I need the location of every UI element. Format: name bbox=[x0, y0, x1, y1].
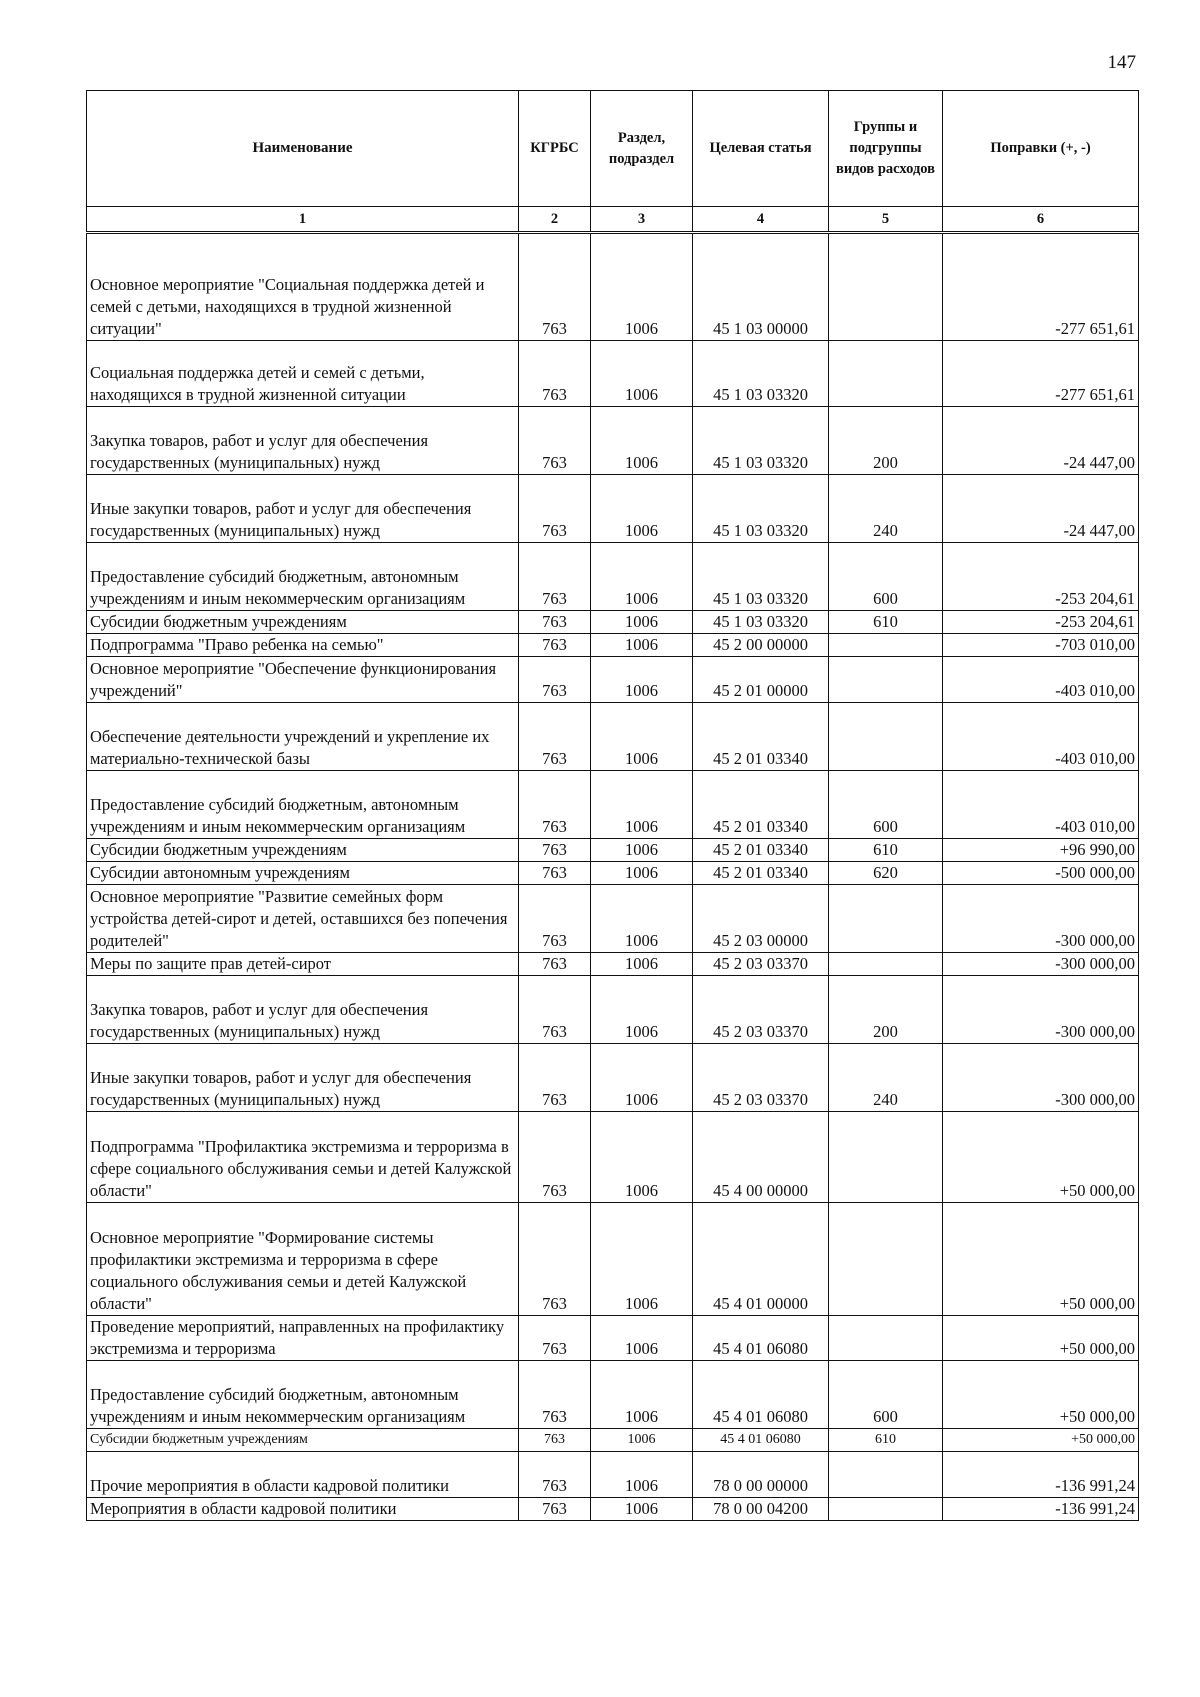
row-name: Прочие мероприятия в области кадровой политики bbox=[87, 1452, 519, 1498]
row-amendment: -136 991,24 bbox=[943, 1498, 1139, 1521]
row-expense-group bbox=[829, 657, 943, 703]
row-expense-group: 600 bbox=[829, 771, 943, 839]
table-row bbox=[87, 1498, 1139, 1521]
row-expense-group: 610 bbox=[829, 839, 943, 862]
row-amendment: -253 204,61 bbox=[943, 543, 1139, 611]
header-groups: Группы и подгруппы видов расходов bbox=[829, 91, 943, 207]
row-kgrbs: 763 bbox=[519, 703, 591, 771]
row-amendment: +50 000,00 bbox=[943, 1203, 1139, 1316]
row-section: 1006 bbox=[591, 1452, 693, 1498]
row-expense-group: 600 bbox=[829, 1361, 943, 1429]
row-kgrbs: 763 bbox=[519, 839, 591, 862]
table-row bbox=[87, 1361, 1139, 1429]
row-kgrbs: 763 bbox=[519, 1112, 591, 1203]
row-section: 1006 bbox=[591, 771, 693, 839]
row-target-article: 45 1 03 00000 bbox=[693, 233, 829, 341]
row-kgrbs: 763 bbox=[519, 634, 591, 657]
row-expense-group bbox=[829, 953, 943, 976]
row-kgrbs: 763 bbox=[519, 233, 591, 341]
row-name: Субсидии бюджетным учреждениям bbox=[87, 611, 519, 634]
row-amendment: -500 000,00 bbox=[943, 862, 1139, 885]
table-row bbox=[87, 839, 1139, 862]
row-name: Субсидии бюджетным учреждениям bbox=[87, 839, 519, 862]
table-row bbox=[87, 1452, 1139, 1498]
row-kgrbs: 763 bbox=[519, 771, 591, 839]
row-section: 1006 bbox=[591, 885, 693, 953]
row-amendment: -24 447,00 bbox=[943, 475, 1139, 543]
row-section: 1006 bbox=[591, 634, 693, 657]
row-name: Субсидии автономным учреждениям bbox=[87, 862, 519, 885]
column-number: 1 bbox=[87, 207, 519, 233]
row-amendment: +50 000,00 bbox=[943, 1112, 1139, 1203]
row-amendment: -253 204,61 bbox=[943, 611, 1139, 634]
row-name: Основное мероприятие "Обеспечение функционирования учреждений" bbox=[87, 657, 519, 703]
row-amendment: -403 010,00 bbox=[943, 657, 1139, 703]
row-expense-group: 610 bbox=[829, 1429, 943, 1452]
row-section: 1006 bbox=[591, 953, 693, 976]
row-kgrbs: 763 bbox=[519, 1429, 591, 1452]
row-amendment: +50 000,00 bbox=[943, 1361, 1139, 1429]
row-section: 1006 bbox=[591, 1361, 693, 1429]
column-number: 4 bbox=[693, 207, 829, 233]
row-kgrbs: 763 bbox=[519, 611, 591, 634]
row-section: 1006 bbox=[591, 341, 693, 407]
row-kgrbs: 763 bbox=[519, 1316, 591, 1361]
table-row bbox=[87, 1203, 1139, 1316]
row-kgrbs: 763 bbox=[519, 657, 591, 703]
row-target-article: 45 2 03 03370 bbox=[693, 953, 829, 976]
row-amendment: -300 000,00 bbox=[943, 953, 1139, 976]
row-name: Мероприятия в области кадровой политики bbox=[87, 1498, 519, 1521]
table-row bbox=[87, 341, 1139, 407]
row-expense-group bbox=[829, 634, 943, 657]
row-section: 1006 bbox=[591, 862, 693, 885]
row-target-article: 45 1 03 03320 bbox=[693, 341, 829, 407]
column-number: 3 bbox=[591, 207, 693, 233]
row-name: Меры по защите прав детей-сирот bbox=[87, 953, 519, 976]
row-kgrbs: 763 bbox=[519, 1044, 591, 1112]
row-expense-group bbox=[829, 341, 943, 407]
header-name: Наименование bbox=[87, 91, 519, 207]
row-expense-group: 240 bbox=[829, 475, 943, 543]
row-amendment: +96 990,00 bbox=[943, 839, 1139, 862]
table-row bbox=[87, 611, 1139, 634]
row-target-article: 45 1 03 03320 bbox=[693, 407, 829, 475]
table-row bbox=[87, 634, 1139, 657]
row-section: 1006 bbox=[591, 1429, 693, 1452]
column-number-row bbox=[87, 207, 1139, 233]
header-section: Раздел, подраздел bbox=[591, 91, 693, 207]
column-number: 5 bbox=[829, 207, 943, 233]
table-header-row bbox=[87, 91, 1139, 207]
row-section: 1006 bbox=[591, 475, 693, 543]
row-expense-group: 240 bbox=[829, 1044, 943, 1112]
page-number: 147 bbox=[1107, 52, 1136, 73]
row-target-article: 45 1 03 03320 bbox=[693, 611, 829, 634]
row-name: Проведение мероприятий, направленных на профилактику экстремизма и терроризма bbox=[87, 1316, 519, 1361]
row-section: 1006 bbox=[591, 976, 693, 1044]
row-target-article: 45 2 01 03340 bbox=[693, 771, 829, 839]
header-target: Целевая статья bbox=[693, 91, 829, 207]
table-row bbox=[87, 771, 1139, 839]
row-name: Обеспечение деятельности учреждений и укрепление их материально-технической базы bbox=[87, 703, 519, 771]
row-expense-group bbox=[829, 1498, 943, 1521]
row-kgrbs: 763 bbox=[519, 1452, 591, 1498]
row-amendment: +50 000,00 bbox=[943, 1429, 1139, 1452]
row-name: Основное мероприятие "Социальная поддержка детей и семей с детьми, находящихся в трудной жизненной ситуации" bbox=[87, 233, 519, 341]
header-amendments: Поправки (+, -) bbox=[943, 91, 1139, 207]
row-name: Предоставление субсидий бюджетным, автономным учреждениям и иным некоммерческим организациям bbox=[87, 1361, 519, 1429]
row-kgrbs: 763 bbox=[519, 475, 591, 543]
row-expense-group bbox=[829, 233, 943, 341]
row-amendment: -136 991,24 bbox=[943, 1452, 1139, 1498]
row-expense-group: 200 bbox=[829, 407, 943, 475]
row-name: Иные закупки товаров, работ и услуг для обеспечения государственных (муниципальных) нужд bbox=[87, 1044, 519, 1112]
row-kgrbs: 763 bbox=[519, 1498, 591, 1521]
row-name: Закупка товаров, работ и услуг для обеспечения государственных (муниципальных) нужд bbox=[87, 976, 519, 1044]
row-amendment: -703 010,00 bbox=[943, 634, 1139, 657]
table-row bbox=[87, 1044, 1139, 1112]
table-row bbox=[87, 953, 1139, 976]
row-target-article: 45 2 01 03340 bbox=[693, 839, 829, 862]
table-body bbox=[87, 233, 1139, 1521]
row-target-article: 45 4 01 06080 bbox=[693, 1316, 829, 1361]
row-kgrbs: 763 bbox=[519, 885, 591, 953]
table-row bbox=[87, 703, 1139, 771]
row-expense-group bbox=[829, 885, 943, 953]
row-target-article: 45 2 03 03370 bbox=[693, 1044, 829, 1112]
table-row bbox=[87, 475, 1139, 543]
row-section: 1006 bbox=[591, 1112, 693, 1203]
table-row bbox=[87, 1316, 1139, 1361]
column-number: 6 bbox=[943, 207, 1139, 233]
row-amendment: -403 010,00 bbox=[943, 703, 1139, 771]
row-target-article: 78 0 00 04200 bbox=[693, 1498, 829, 1521]
table-row bbox=[87, 543, 1139, 611]
row-kgrbs: 763 bbox=[519, 862, 591, 885]
row-kgrbs: 763 bbox=[519, 543, 591, 611]
row-name: Социальная поддержка детей и семей с детьми, находящихся в трудной жизненной ситуации bbox=[87, 341, 519, 407]
row-target-article: 45 2 00 00000 bbox=[693, 634, 829, 657]
row-amendment: -277 651,61 bbox=[943, 341, 1139, 407]
row-target-article: 45 4 01 06080 bbox=[693, 1361, 829, 1429]
row-section: 1006 bbox=[591, 703, 693, 771]
row-target-article: 45 2 01 03340 bbox=[693, 703, 829, 771]
table-row bbox=[87, 233, 1139, 341]
row-amendment: -403 010,00 bbox=[943, 771, 1139, 839]
table-row bbox=[87, 885, 1139, 953]
budget-amendments-table bbox=[86, 90, 1139, 1521]
row-name: Подпрограмма "Право ребенка на семью" bbox=[87, 634, 519, 657]
row-section: 1006 bbox=[591, 1316, 693, 1361]
row-amendment: -300 000,00 bbox=[943, 885, 1139, 953]
table-row bbox=[87, 1429, 1139, 1452]
row-section: 1006 bbox=[591, 839, 693, 862]
row-expense-group: 600 bbox=[829, 543, 943, 611]
row-expense-group bbox=[829, 1316, 943, 1361]
row-section: 1006 bbox=[591, 611, 693, 634]
row-amendment: +50 000,00 bbox=[943, 1316, 1139, 1361]
row-section: 1006 bbox=[591, 1203, 693, 1316]
row-expense-group bbox=[829, 1112, 943, 1203]
row-target-article: 45 2 01 00000 bbox=[693, 657, 829, 703]
row-kgrbs: 763 bbox=[519, 976, 591, 1044]
row-amendment: -24 447,00 bbox=[943, 407, 1139, 475]
header-kgrbs: КГРБС bbox=[519, 91, 591, 207]
table-row bbox=[87, 657, 1139, 703]
row-expense-group bbox=[829, 1452, 943, 1498]
row-target-article: 45 4 01 06080 bbox=[693, 1429, 829, 1452]
row-name: Основное мероприятие "Развитие семейных форм устройства детей-сирот и детей, оставшихся без попечения родителей" bbox=[87, 885, 519, 953]
table-row bbox=[87, 862, 1139, 885]
row-name: Основное мероприятие "Формирование системы профилактики экстремизма и терроризма в сфере социального обслуживания семьи и детей Калужской области" bbox=[87, 1203, 519, 1316]
row-section: 1006 bbox=[591, 1044, 693, 1112]
row-target-article: 45 2 01 03340 bbox=[693, 862, 829, 885]
row-expense-group bbox=[829, 1203, 943, 1316]
row-amendment: -300 000,00 bbox=[943, 976, 1139, 1044]
table-row bbox=[87, 1112, 1139, 1203]
row-target-article: 45 1 03 03320 bbox=[693, 543, 829, 611]
row-kgrbs: 763 bbox=[519, 341, 591, 407]
row-kgrbs: 763 bbox=[519, 1361, 591, 1429]
row-name: Иные закупки товаров, работ и услуг для обеспечения государственных (муниципальных) нужд bbox=[87, 475, 519, 543]
row-kgrbs: 763 bbox=[519, 407, 591, 475]
row-section: 1006 bbox=[591, 233, 693, 341]
row-section: 1006 bbox=[591, 543, 693, 611]
row-target-article: 45 2 03 00000 bbox=[693, 885, 829, 953]
row-expense-group: 620 bbox=[829, 862, 943, 885]
table-row bbox=[87, 407, 1139, 475]
row-kgrbs: 763 bbox=[519, 953, 591, 976]
row-name: Предоставление субсидий бюджетным, автономным учреждениям и иным некоммерческим организациям bbox=[87, 771, 519, 839]
row-target-article: 45 4 01 00000 bbox=[693, 1203, 829, 1316]
row-section: 1006 bbox=[591, 407, 693, 475]
table-row bbox=[87, 976, 1139, 1044]
row-kgrbs: 763 bbox=[519, 1203, 591, 1316]
row-target-article: 45 4 00 00000 bbox=[693, 1112, 829, 1203]
row-expense-group bbox=[829, 703, 943, 771]
column-number: 2 bbox=[519, 207, 591, 233]
row-expense-group: 610 bbox=[829, 611, 943, 634]
row-name: Подпрограмма "Профилактика экстремизма и терроризма в сфере социального обслуживания семьи и детей Калужской области" bbox=[87, 1112, 519, 1203]
row-section: 1006 bbox=[591, 1498, 693, 1521]
row-target-article: 45 1 03 03320 bbox=[693, 475, 829, 543]
row-name: Субсидии бюджетным учреждениям bbox=[87, 1429, 519, 1452]
row-target-article: 45 2 03 03370 bbox=[693, 976, 829, 1044]
row-amendment: -277 651,61 bbox=[943, 233, 1139, 341]
row-name: Закупка товаров, работ и услуг для обеспечения государственных (муниципальных) нужд bbox=[87, 407, 519, 475]
row-expense-group: 200 bbox=[829, 976, 943, 1044]
row-amendment: -300 000,00 bbox=[943, 1044, 1139, 1112]
row-name: Предоставление субсидий бюджетным, автономным учреждениям и иным некоммерческим организациям bbox=[87, 543, 519, 611]
row-section: 1006 bbox=[591, 657, 693, 703]
row-target-article: 78 0 00 00000 bbox=[693, 1452, 829, 1498]
